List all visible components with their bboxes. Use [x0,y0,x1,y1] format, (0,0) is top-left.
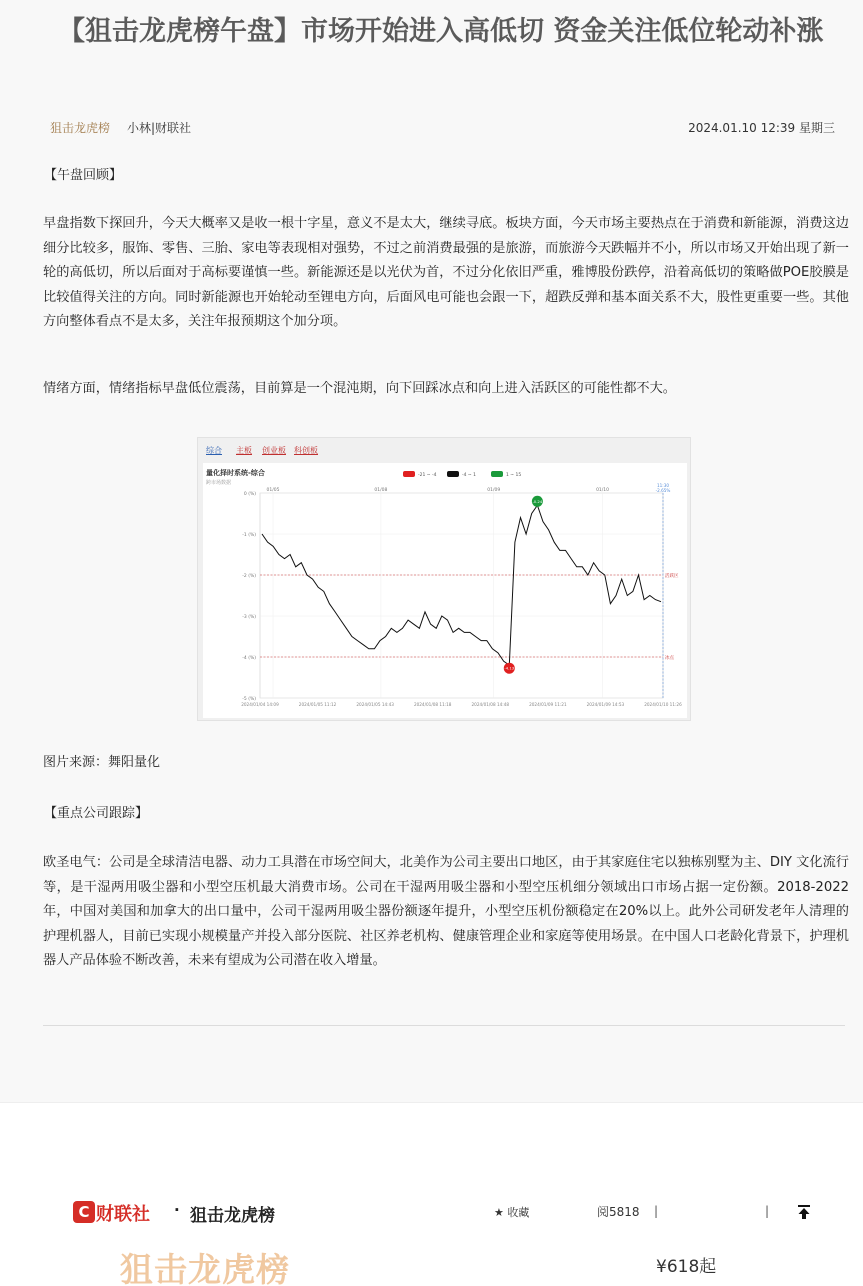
chart-series [262,505,661,665]
x-tick-label: 2024/01/05 14:43 [356,702,394,707]
x-tick-label: 2024/01/08 14:48 [471,702,510,707]
article-title: 【狙击龙虎榜午盘】市场开始进入高低切 资金关注低位轮动补涨 [58,16,824,47]
y-tick-label: -3 (%) [242,615,256,620]
low-marker-label: -4.13 [504,665,515,671]
paragraph-review: 早盘指数下探回升，今天大概率又是收一根十字星，意义不是太大，继续寻底。板块方面，今天市场主要热点在于消费和新能源，消费这边细分比较多，服饰、零售、三胎、家电等表现相对强势，不过之前消费最强的是旅游，而旅游今天跌幅并不小，所以市场又开始出现了新一轮的高低切，所以后面对于高标要谨慎一些。新能源还是以光伏为首，不过分化依旧严重，雅博股份跌停，沿着高低切的策略做POE胶膜是比较值得关注的方向。同时新能源也开始轮动至锂电方向，后面风电可能也会跟一下，超跌反弹和基本面关系不大，股性更重要一些。其他方向整体看点不是太多，关注年报预期这个加分项。 [43,216,849,329]
favorite-button[interactable] [494,1204,529,1220]
current-time-label: 11:30 [656,483,670,488]
chart-tab-star[interactable]: 科创板 [294,446,318,455]
back-to-top-icon [795,1203,813,1221]
chart-subtitle: 跨市场数据 [206,480,232,486]
date-label: 01/08 [374,488,388,493]
chart-svg [203,463,687,718]
footer-separator: | [765,1204,770,1218]
chart-legend [403,471,521,478]
cls-logo-icon[interactable]: C [73,1201,95,1223]
x-tick-label: 2024/01/05 11:12 [298,702,337,707]
publish-datetime: 2024.01.10 12:39 星期三 [688,121,835,135]
x-tick-label: 2024/01/10 11:26 [644,702,682,707]
column-link[interactable]: 狙击龙虎榜 [50,121,111,135]
chart-tab-gem[interactable]: 创业板 [262,446,286,455]
sentiment-chart [197,437,691,721]
zone-label: 冰点 [665,656,674,661]
paragraph-sentiment: 情绪方面，情绪指标早盘低位震荡，目前算是一个混沌期，向下回踩冰点和向上进入活跃区的可能性都不大。 [43,381,676,396]
subscription-price[interactable]: ¥618起 [656,1257,717,1277]
footer-column-name[interactable]: 狙击龙虎榜 [190,1206,275,1226]
x-tick-label: 2024/01/09 14:53 [586,702,625,707]
legend-swatch [447,471,459,477]
image-caption: 图片来源：舞阳量化 [43,755,161,770]
brand-name[interactable]: 财联社 [96,1204,150,1225]
author-name: 小林|财联社 [127,121,192,135]
paragraph-company: 欧圣电气：公司是全球清洁电器、动力工具潜在市场空间大，北美作为公司主要出口地区，由于其家庭住宅以独栋别墅为主、DIY 文化流行等，是干湿两用吸尘器和小型空压机最大消费市场。公司在干湿两用吸尘器和小型空压机细分领域出口市场占据一定份额。2018-2022 年，中国对美国和加拿大的出口量中，公司干湿两用吸尘器份额逐年提升，小型空压机份额稳定在20%以上。此外公司研发老年人清理的护理机器人，目前已实现小规模量产并投入部分医院、社区养老机构、健康管理企业和家庭等使用场景。在中国人口老龄化背景下，护理机器人产品体验不断改善，未来有望成为公司潜在收入增量。 [43,855,849,968]
chart-gridlines [260,493,663,698]
high-marker-label: -0.24 [532,498,543,504]
section-title-company: 【重点公司跟踪】 [44,806,149,821]
legend-swatch [491,471,503,477]
promo-brand-banner[interactable]: 狙击龙虎榜 [120,1250,290,1286]
star-icon: ★ [494,1206,508,1219]
x-tick-label: 2024/01/09 11:21 [529,702,567,707]
footer-separator: | [654,1204,659,1218]
y-tick-label: 0 (%) [243,492,256,497]
date-label: 01/05 [266,488,280,493]
y-tick-label: -1 (%) [242,533,256,538]
date-label: 01/10 [596,488,610,493]
legend-label: -4 ~ 1 [462,473,476,478]
zone-label: 活跃区 [665,574,679,579]
y-tick-label: -2 (%) [242,574,256,579]
chart-tab-main[interactable]: 主板 [236,446,252,455]
favorite-label: 收藏 [507,1206,530,1219]
chart-title: 量化择时系统-综合 [206,469,265,477]
legend-label: 1 ~ 15 [506,473,522,478]
y-tick-label: -5 (%) [242,697,256,702]
legend-label: -21 ~ -4 [418,473,437,478]
x-tick-label: 2024/01/04 14:09 [241,702,279,707]
brand-separator: · [174,1201,180,1219]
legend-swatch [403,471,415,477]
content-divider [43,1025,845,1026]
date-label: 01/09 [487,488,501,493]
read-count: 阅5818 [597,1205,640,1219]
current-value-label: -2.65% [655,488,671,493]
back-to-top-button[interactable] [795,1203,813,1221]
series-line [262,505,661,665]
section-title-review: 【午盘回顾】 [44,168,123,183]
x-tick-label: 2024/01/08 11:18 [413,702,452,707]
y-tick-label: -4 (%) [242,656,256,661]
chart-tab-all[interactable]: 综合 [206,446,222,455]
chart-plot-panel [203,463,687,718]
